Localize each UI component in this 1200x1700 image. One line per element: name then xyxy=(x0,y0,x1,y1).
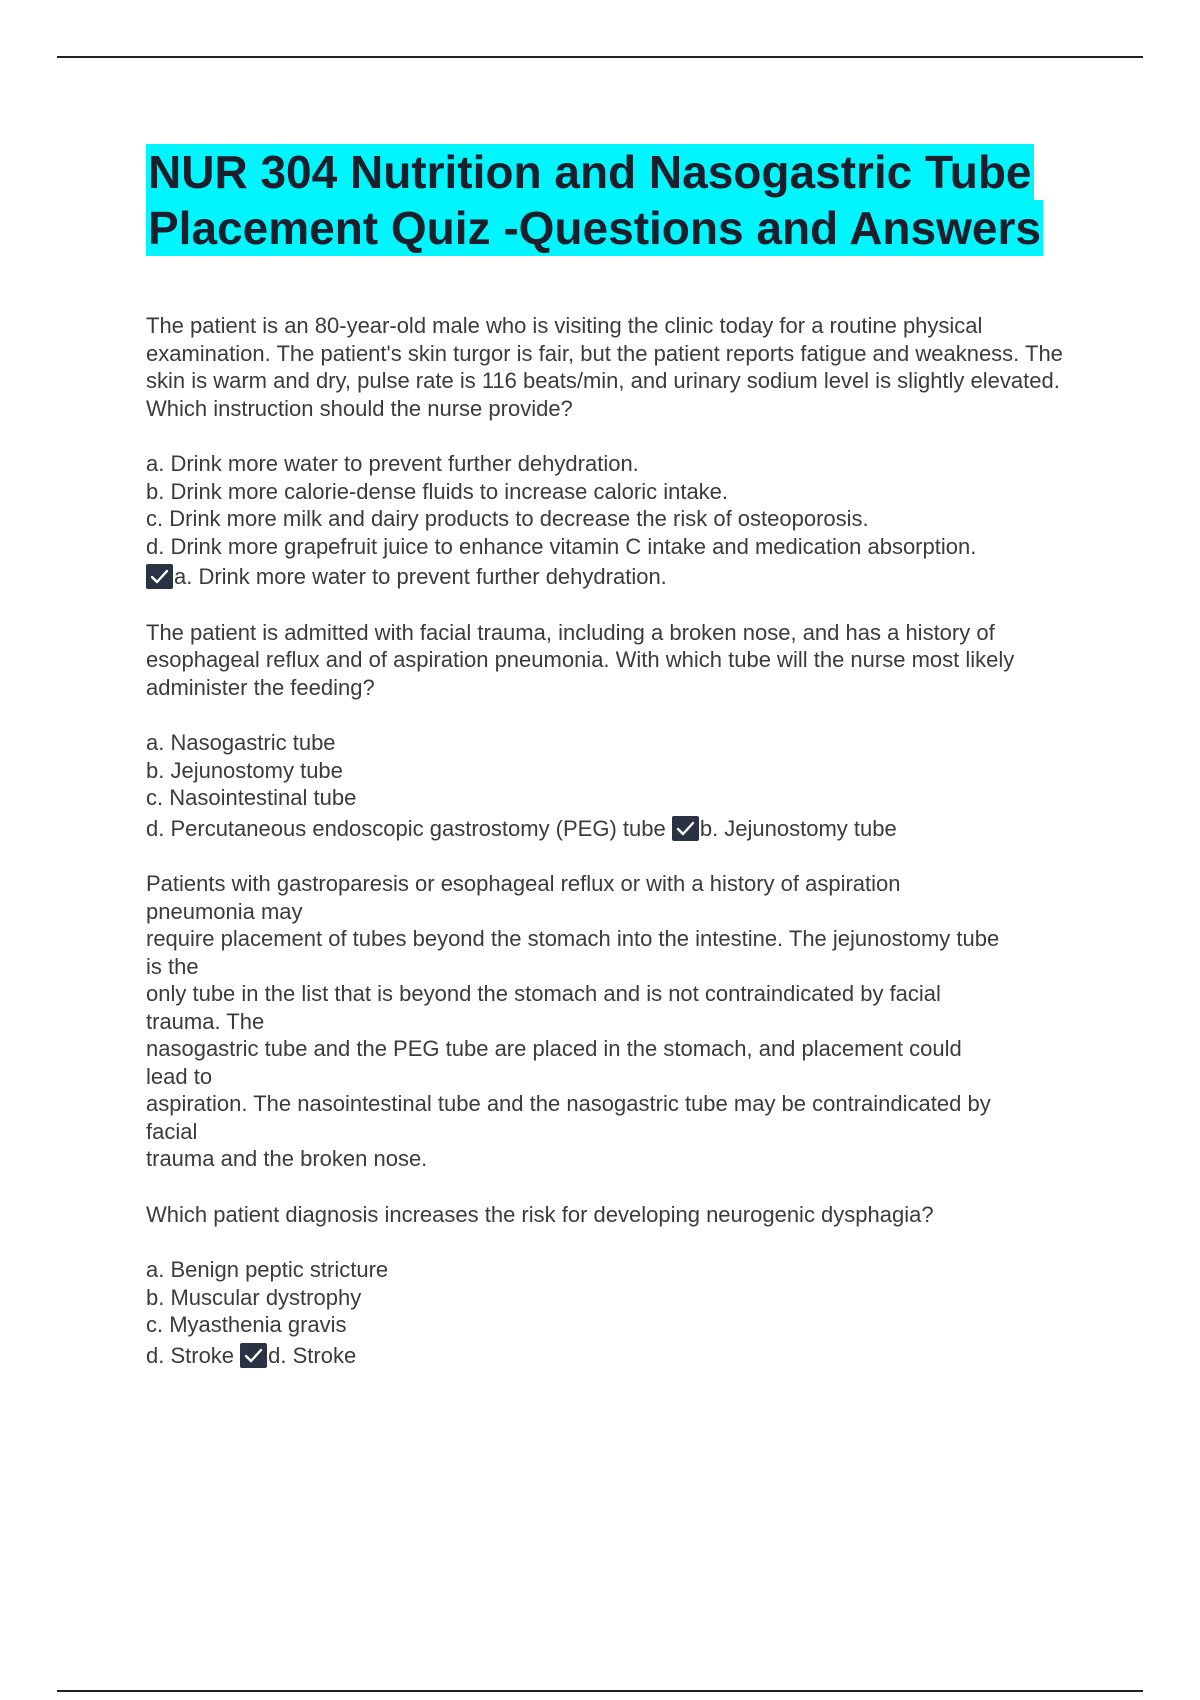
question-3-options xyxy=(146,1256,1086,1369)
top-rule xyxy=(57,56,1143,58)
explanation-line: only tube in the list that is beyond the stomach and is not contraindicated by facial xyxy=(146,981,941,1006)
question-2-explanation xyxy=(146,870,1086,1173)
document-title xyxy=(146,144,1086,256)
question-2-option-c: c. Nasointestinal tube xyxy=(146,785,357,810)
checkmark-icon xyxy=(240,1343,267,1368)
question-2-options xyxy=(146,729,1086,842)
question-3-option-d-with-answer xyxy=(146,1342,1086,1370)
checkmark-icon xyxy=(146,564,173,589)
question-2-answer-text: b. Jejunostomy tube xyxy=(699,815,897,841)
question-1-option-c: c. Drink more milk and dairy products to decrease the risk of osteoporosis. xyxy=(146,506,869,531)
question-1-text: The patient is an 80-year-old male who is visiting the clinic today for a routine physical examination. The patient's skin turgor is fair, but the patient reports fatigue and weakness. The skin is warm and dry, pulse rate is 116 beats/min, and urinary sodium level is slightly elevated. Which instruction should the nurse provide? xyxy=(146,313,1063,421)
explanation-line: trauma. The xyxy=(146,1008,265,1034)
question-2-text: The patient is admitted with facial trauma, including a broken nose, and has a history of esophageal reflux and of aspiration pneumonia. With which tube will the nurse most likely administer the feeding? xyxy=(146,619,1015,700)
bottom-rule xyxy=(57,1690,1143,1692)
explanation-line: nasogastric tube and the PEG tube are placed in the stomach, and placement could xyxy=(146,1036,962,1061)
question-3-option-c: c. Myasthenia gravis xyxy=(146,1312,347,1337)
question-1-options xyxy=(146,450,1086,591)
explanation-line: trauma and the broken nose. xyxy=(146,1146,428,1171)
checkmark-icon xyxy=(672,816,699,841)
question-2-option-a: a. Nasogastric tube xyxy=(146,730,336,755)
question-3-answer-text: d. Stroke xyxy=(268,1342,357,1368)
question-2-option-b: b. Jejunostomy tube xyxy=(146,757,343,783)
title-line-2: Placement Quiz -Questions and Answers xyxy=(148,202,1041,254)
question-3-option-a: a. Benign peptic stricture xyxy=(146,1257,389,1282)
explanation-line: pneumonia may xyxy=(146,898,303,924)
question-3-text: Which patient diagnosis increases the risk for developing neurogenic dysphagia? xyxy=(146,1201,934,1227)
question-2-option-d: d. Percutaneous endoscopic gastrostomy (PEG) tube xyxy=(146,815,666,841)
question-1-option-b: b. Drink more calorie-dense fluids to increase caloric intake. xyxy=(146,478,729,504)
explanation-line: facial xyxy=(146,1118,198,1144)
question-1-option-a: a. Drink more water to prevent further dehydration. xyxy=(146,451,639,476)
question-1-answer xyxy=(146,563,1086,591)
question-1-option-d: d. Drink more grapefruit juice to enhance vitamin C intake and medication absorption. xyxy=(146,533,977,559)
question-1-answer-text: a. Drink more water to prevent further dehydration. xyxy=(174,564,667,589)
question-2-option-d-with-answer xyxy=(146,815,1086,843)
question-3-option-b: b. Muscular dystrophy xyxy=(146,1284,362,1310)
explanation-line: aspiration. The nasointestinal tube and the nasogastric tube may be contraindicated by xyxy=(146,1091,991,1116)
quiz-content xyxy=(146,312,1086,1397)
explanation-line: require placement of tubes beyond the stomach into the intestine. The jejunostomy tube xyxy=(146,926,1000,951)
title-line-1: NUR 304 Nutrition and Nasogastric Tube xyxy=(148,146,1032,198)
explanation-line: is the xyxy=(146,953,199,979)
explanation-line: lead to xyxy=(146,1063,213,1089)
explanation-line: Patients with gastroparesis or esophageal reflux or with a history of aspiration xyxy=(146,871,901,896)
question-3-option-d: d. Stroke xyxy=(146,1342,235,1368)
